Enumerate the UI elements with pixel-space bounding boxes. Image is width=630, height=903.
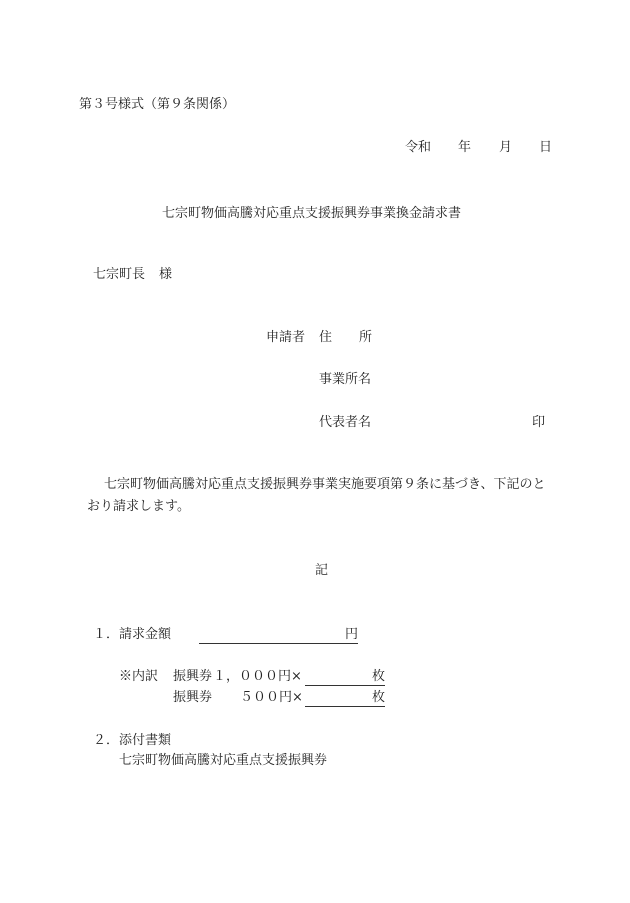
addressee-honorific: 様 <box>159 267 173 282</box>
address-label-2: 所 <box>359 330 373 345</box>
request-amount-field[interactable] <box>199 627 358 644</box>
addressee-name: 七宗町長 <box>93 267 146 282</box>
item-2-number: ２． <box>93 733 120 748</box>
document-title: 七宗町物価高騰対応重点支援振興券事業換金請求書 <box>162 206 462 221</box>
date-month-label: 月 <box>499 140 513 155</box>
business-name-label: 事業所名 <box>319 372 372 387</box>
applicant-label: 申請者 <box>266 330 306 345</box>
request-amount-unit: 円 <box>344 627 358 642</box>
breakdown-row-2-price: ５００円× <box>240 690 303 705</box>
breakdown-label: ※内訳 <box>119 669 159 684</box>
breakdown-row-2-name: 振興券 <box>173 690 213 705</box>
item-2-content: 七宗町物価高騰対応重点支援振興券 <box>119 753 328 768</box>
date-year-label: 年 <box>458 140 472 155</box>
item-1-label: 請求金額 <box>119 627 172 642</box>
date-era: 令和 <box>405 140 432 155</box>
breakdown-row-2-unit: 枚 <box>371 690 385 705</box>
breakdown-row-1-count-field[interactable] <box>305 669 385 686</box>
body-line-1: 七宗町物価高騰対応重点支援振興券事業実施要項第９条に基づき、下記のと <box>104 477 546 492</box>
body-line-2: おり請求します。 <box>87 499 190 514</box>
date-day-label: 日 <box>539 140 553 155</box>
form-number: 第３号様式（第９条関係） <box>79 97 236 112</box>
item-1-number: １． <box>93 627 120 642</box>
breakdown-row-2-count-field[interactable] <box>305 690 385 707</box>
address-label-1: 住 <box>319 330 333 345</box>
breakdown-row-1-price: １，０００円× <box>213 669 302 684</box>
seal-label: 印 <box>532 415 546 430</box>
breakdown-row-1-unit: 枚 <box>371 669 385 684</box>
item-2-label: 添付書類 <box>119 733 172 748</box>
ki-heading: 記 <box>315 563 329 578</box>
breakdown-row-1-name: 振興券 <box>173 669 213 684</box>
representative-label: 代表者名 <box>319 415 372 430</box>
